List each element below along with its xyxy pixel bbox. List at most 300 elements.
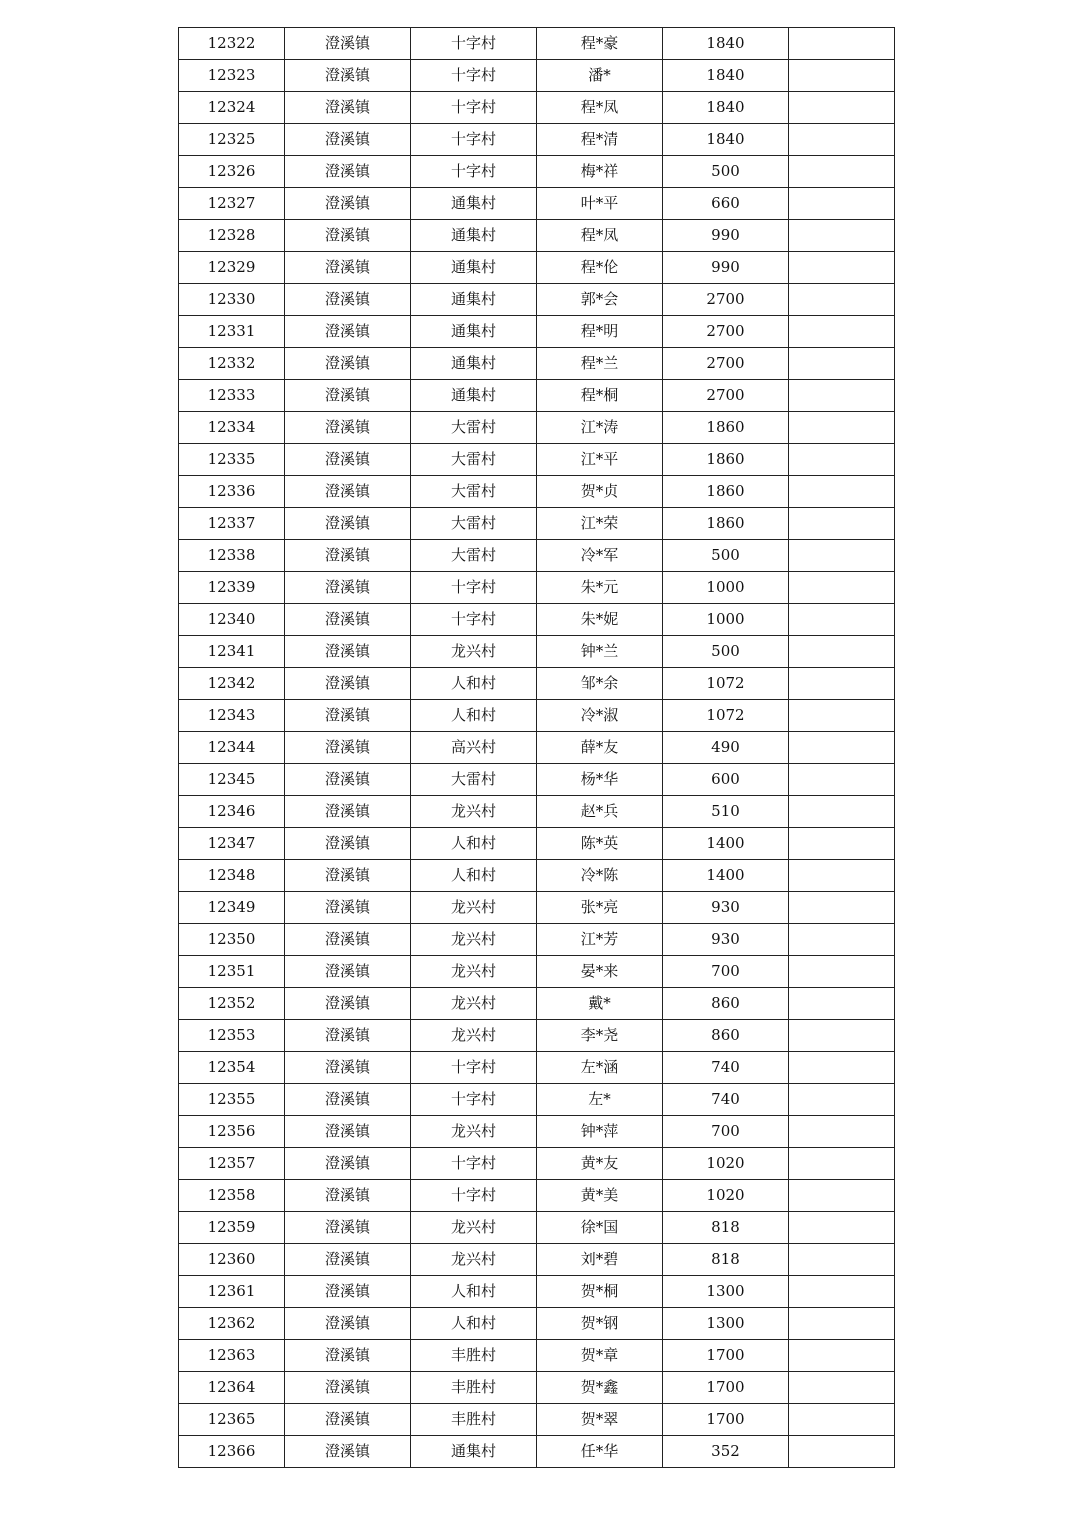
table-row (179, 348, 895, 380)
serial-number-cell: 12326 (179, 156, 285, 188)
table-row (179, 1436, 895, 1468)
table-row (179, 892, 895, 924)
town-cell: 澄溪镇 (285, 28, 411, 60)
amount-cell: 740 (663, 1084, 789, 1116)
note-cell (789, 124, 895, 156)
serial-number-cell: 12322 (179, 28, 285, 60)
amount-cell: 1072 (663, 668, 789, 700)
serial-number-cell: 12329 (179, 252, 285, 284)
amount-cell: 600 (663, 764, 789, 796)
table-row (179, 1372, 895, 1404)
serial-number-cell: 12337 (179, 508, 285, 540)
name-cell: 刘*碧 (537, 1244, 663, 1276)
name-cell: 程*伦 (537, 252, 663, 284)
town-cell: 澄溪镇 (285, 1180, 411, 1212)
serial-number-cell: 12344 (179, 732, 285, 764)
amount-cell: 990 (663, 220, 789, 252)
amount-cell: 1700 (663, 1372, 789, 1404)
serial-number-cell: 12365 (179, 1404, 285, 1436)
village-cell: 人和村 (411, 668, 537, 700)
table-row (179, 444, 895, 476)
name-cell: 贺*贞 (537, 476, 663, 508)
serial-number-cell: 12361 (179, 1276, 285, 1308)
table-row (179, 1308, 895, 1340)
note-cell (789, 796, 895, 828)
village-cell: 通集村 (411, 252, 537, 284)
amount-cell: 1840 (663, 124, 789, 156)
town-cell: 澄溪镇 (285, 1372, 411, 1404)
amount-cell: 930 (663, 924, 789, 956)
note-cell (789, 1244, 895, 1276)
table-row (179, 1340, 895, 1372)
note-cell (789, 1372, 895, 1404)
name-cell: 梅*祥 (537, 156, 663, 188)
serial-number-cell: 12354 (179, 1052, 285, 1084)
town-cell: 澄溪镇 (285, 700, 411, 732)
table-row (179, 1180, 895, 1212)
amount-cell: 930 (663, 892, 789, 924)
serial-number-cell: 12359 (179, 1212, 285, 1244)
village-cell: 龙兴村 (411, 988, 537, 1020)
town-cell: 澄溪镇 (285, 1308, 411, 1340)
town-cell: 澄溪镇 (285, 860, 411, 892)
table-row (179, 1404, 895, 1436)
name-cell: 戴* (537, 988, 663, 1020)
table-row (179, 924, 895, 956)
village-cell: 龙兴村 (411, 1212, 537, 1244)
amount-cell: 818 (663, 1244, 789, 1276)
note-cell (789, 732, 895, 764)
serial-number-cell: 12351 (179, 956, 285, 988)
name-cell: 冷*军 (537, 540, 663, 572)
amount-cell: 1860 (663, 508, 789, 540)
name-cell: 程*凤 (537, 220, 663, 252)
serial-number-cell: 12327 (179, 188, 285, 220)
note-cell (789, 764, 895, 796)
amount-cell: 1860 (663, 444, 789, 476)
name-cell: 杨*华 (537, 764, 663, 796)
amount-cell: 1000 (663, 604, 789, 636)
village-cell: 龙兴村 (411, 892, 537, 924)
table-row (179, 156, 895, 188)
village-cell: 通集村 (411, 220, 537, 252)
note-cell (789, 828, 895, 860)
town-cell: 澄溪镇 (285, 572, 411, 604)
note-cell (789, 348, 895, 380)
serial-number-cell: 12353 (179, 1020, 285, 1052)
town-cell: 澄溪镇 (285, 156, 411, 188)
table-row (179, 572, 895, 604)
table-row (179, 476, 895, 508)
village-cell: 人和村 (411, 700, 537, 732)
table-row (179, 860, 895, 892)
note-cell (789, 1148, 895, 1180)
table-row (179, 1244, 895, 1276)
table-row (179, 1020, 895, 1052)
town-cell: 澄溪镇 (285, 828, 411, 860)
note-cell (789, 1340, 895, 1372)
village-cell: 十字村 (411, 28, 537, 60)
name-cell: 程*明 (537, 316, 663, 348)
name-cell: 潘* (537, 60, 663, 92)
town-cell: 澄溪镇 (285, 1212, 411, 1244)
table-row (179, 956, 895, 988)
table-row (179, 668, 895, 700)
name-cell: 朱*妮 (537, 604, 663, 636)
serial-number-cell: 12331 (179, 316, 285, 348)
amount-cell: 818 (663, 1212, 789, 1244)
amount-cell: 1840 (663, 60, 789, 92)
serial-number-cell: 12346 (179, 796, 285, 828)
serial-number-cell: 12363 (179, 1340, 285, 1372)
roster-table (178, 27, 895, 1468)
town-cell: 澄溪镇 (285, 1404, 411, 1436)
table-row (179, 988, 895, 1020)
name-cell: 李*尧 (537, 1020, 663, 1052)
name-cell: 贺*章 (537, 1340, 663, 1372)
town-cell: 澄溪镇 (285, 956, 411, 988)
town-cell: 澄溪镇 (285, 220, 411, 252)
note-cell (789, 956, 895, 988)
serial-number-cell: 12358 (179, 1180, 285, 1212)
serial-number-cell: 12325 (179, 124, 285, 156)
name-cell: 钟*萍 (537, 1116, 663, 1148)
serial-number-cell: 12349 (179, 892, 285, 924)
village-cell: 龙兴村 (411, 956, 537, 988)
table-row (179, 1276, 895, 1308)
village-cell: 人和村 (411, 828, 537, 860)
note-cell (789, 1436, 895, 1468)
amount-cell: 1400 (663, 860, 789, 892)
town-cell: 澄溪镇 (285, 540, 411, 572)
name-cell: 张*亮 (537, 892, 663, 924)
name-cell: 贺*钢 (537, 1308, 663, 1340)
village-cell: 龙兴村 (411, 1244, 537, 1276)
town-cell: 澄溪镇 (285, 1052, 411, 1084)
name-cell: 程*桐 (537, 380, 663, 412)
town-cell: 澄溪镇 (285, 604, 411, 636)
serial-number-cell: 12343 (179, 700, 285, 732)
town-cell: 澄溪镇 (285, 284, 411, 316)
table-row (179, 1212, 895, 1244)
village-cell: 龙兴村 (411, 1116, 537, 1148)
town-cell: 澄溪镇 (285, 444, 411, 476)
table-row (179, 188, 895, 220)
note-cell (789, 476, 895, 508)
amount-cell: 500 (663, 156, 789, 188)
table-row (179, 124, 895, 156)
village-cell: 通集村 (411, 348, 537, 380)
serial-number-cell: 12328 (179, 220, 285, 252)
amount-cell: 860 (663, 988, 789, 1020)
table-row (179, 604, 895, 636)
table-row (179, 284, 895, 316)
name-cell: 左*涵 (537, 1052, 663, 1084)
note-cell (789, 156, 895, 188)
serial-number-cell: 12364 (179, 1372, 285, 1404)
amount-cell: 1860 (663, 476, 789, 508)
table-row (179, 508, 895, 540)
town-cell: 澄溪镇 (285, 1084, 411, 1116)
village-cell: 十字村 (411, 124, 537, 156)
note-cell (789, 252, 895, 284)
town-cell: 澄溪镇 (285, 252, 411, 284)
town-cell: 澄溪镇 (285, 892, 411, 924)
amount-cell: 660 (663, 188, 789, 220)
note-cell (789, 1276, 895, 1308)
name-cell: 程*清 (537, 124, 663, 156)
note-cell (789, 1084, 895, 1116)
amount-cell: 1860 (663, 412, 789, 444)
amount-cell: 352 (663, 1436, 789, 1468)
note-cell (789, 1212, 895, 1244)
town-cell: 澄溪镇 (285, 924, 411, 956)
town-cell: 澄溪镇 (285, 1244, 411, 1276)
town-cell: 澄溪镇 (285, 476, 411, 508)
amount-cell: 1700 (663, 1404, 789, 1436)
name-cell: 陈*英 (537, 828, 663, 860)
name-cell: 黄*友 (537, 1148, 663, 1180)
village-cell: 龙兴村 (411, 1020, 537, 1052)
name-cell: 任*华 (537, 1436, 663, 1468)
village-cell: 大雷村 (411, 476, 537, 508)
note-cell (789, 316, 895, 348)
village-cell: 龙兴村 (411, 636, 537, 668)
amount-cell: 1700 (663, 1340, 789, 1372)
table-row (179, 28, 895, 60)
serial-number-cell: 12334 (179, 412, 285, 444)
name-cell: 贺*桐 (537, 1276, 663, 1308)
table-row (179, 764, 895, 796)
table-row (179, 1116, 895, 1148)
note-cell (789, 1180, 895, 1212)
name-cell: 郭*会 (537, 284, 663, 316)
town-cell: 澄溪镇 (285, 796, 411, 828)
name-cell: 贺*鑫 (537, 1372, 663, 1404)
amount-cell: 860 (663, 1020, 789, 1052)
serial-number-cell: 12362 (179, 1308, 285, 1340)
amount-cell: 2700 (663, 284, 789, 316)
amount-cell: 700 (663, 1116, 789, 1148)
village-cell: 十字村 (411, 1052, 537, 1084)
name-cell: 赵*兵 (537, 796, 663, 828)
town-cell: 澄溪镇 (285, 1436, 411, 1468)
note-cell (789, 1116, 895, 1148)
town-cell: 澄溪镇 (285, 636, 411, 668)
village-cell: 大雷村 (411, 444, 537, 476)
amount-cell: 1840 (663, 28, 789, 60)
note-cell (789, 220, 895, 252)
town-cell: 澄溪镇 (285, 1020, 411, 1052)
village-cell: 通集村 (411, 316, 537, 348)
note-cell (789, 892, 895, 924)
village-cell: 十字村 (411, 156, 537, 188)
amount-cell: 700 (663, 956, 789, 988)
village-cell: 十字村 (411, 572, 537, 604)
serial-number-cell: 12355 (179, 1084, 285, 1116)
amount-cell: 1020 (663, 1148, 789, 1180)
town-cell: 澄溪镇 (285, 380, 411, 412)
amount-cell: 500 (663, 540, 789, 572)
amount-cell: 1300 (663, 1308, 789, 1340)
amount-cell: 2700 (663, 348, 789, 380)
village-cell: 龙兴村 (411, 924, 537, 956)
note-cell (789, 1020, 895, 1052)
name-cell: 江*涛 (537, 412, 663, 444)
name-cell: 钟*兰 (537, 636, 663, 668)
serial-number-cell: 12335 (179, 444, 285, 476)
village-cell: 十字村 (411, 92, 537, 124)
note-cell (789, 380, 895, 412)
town-cell: 澄溪镇 (285, 508, 411, 540)
table-row (179, 1084, 895, 1116)
village-cell: 十字村 (411, 60, 537, 92)
town-cell: 澄溪镇 (285, 988, 411, 1020)
name-cell: 冷*淑 (537, 700, 663, 732)
village-cell: 通集村 (411, 284, 537, 316)
name-cell: 徐*国 (537, 1212, 663, 1244)
name-cell: 江*芳 (537, 924, 663, 956)
town-cell: 澄溪镇 (285, 668, 411, 700)
note-cell (789, 188, 895, 220)
note-cell (789, 60, 895, 92)
name-cell: 江*平 (537, 444, 663, 476)
name-cell: 冷*陈 (537, 860, 663, 892)
village-cell: 通集村 (411, 188, 537, 220)
village-cell: 丰胜村 (411, 1404, 537, 1436)
village-cell: 人和村 (411, 1308, 537, 1340)
table-row (179, 732, 895, 764)
town-cell: 澄溪镇 (285, 412, 411, 444)
note-cell (789, 668, 895, 700)
note-cell (789, 284, 895, 316)
town-cell: 澄溪镇 (285, 124, 411, 156)
serial-number-cell: 12342 (179, 668, 285, 700)
amount-cell: 1020 (663, 1180, 789, 1212)
note-cell (789, 444, 895, 476)
village-cell: 丰胜村 (411, 1372, 537, 1404)
name-cell: 黄*美 (537, 1180, 663, 1212)
serial-number-cell: 12340 (179, 604, 285, 636)
serial-number-cell: 12352 (179, 988, 285, 1020)
serial-number-cell: 12336 (179, 476, 285, 508)
village-cell: 十字村 (411, 1148, 537, 1180)
note-cell (789, 988, 895, 1020)
name-cell: 邹*余 (537, 668, 663, 700)
town-cell: 澄溪镇 (285, 732, 411, 764)
amount-cell: 1000 (663, 572, 789, 604)
serial-number-cell: 12360 (179, 1244, 285, 1276)
note-cell (789, 1404, 895, 1436)
serial-number-cell: 12324 (179, 92, 285, 124)
village-cell: 高兴村 (411, 732, 537, 764)
village-cell: 大雷村 (411, 540, 537, 572)
village-cell: 大雷村 (411, 412, 537, 444)
note-cell (789, 508, 895, 540)
town-cell: 澄溪镇 (285, 1148, 411, 1180)
serial-number-cell: 12350 (179, 924, 285, 956)
table-row (179, 1052, 895, 1084)
note-cell (789, 636, 895, 668)
village-cell: 丰胜村 (411, 1340, 537, 1372)
note-cell (789, 572, 895, 604)
name-cell: 晏*来 (537, 956, 663, 988)
note-cell (789, 1308, 895, 1340)
table-row (179, 380, 895, 412)
name-cell: 程*豪 (537, 28, 663, 60)
serial-number-cell: 12332 (179, 348, 285, 380)
name-cell: 贺*翠 (537, 1404, 663, 1436)
document-page (178, 27, 894, 1468)
amount-cell: 500 (663, 636, 789, 668)
table-row (179, 828, 895, 860)
table-row (179, 796, 895, 828)
serial-number-cell: 12347 (179, 828, 285, 860)
village-cell: 十字村 (411, 1180, 537, 1212)
note-cell (789, 412, 895, 444)
serial-number-cell: 12339 (179, 572, 285, 604)
town-cell: 澄溪镇 (285, 188, 411, 220)
name-cell: 薛*友 (537, 732, 663, 764)
note-cell (789, 700, 895, 732)
town-cell: 澄溪镇 (285, 1340, 411, 1372)
amount-cell: 740 (663, 1052, 789, 1084)
village-cell: 龙兴村 (411, 796, 537, 828)
serial-number-cell: 12348 (179, 860, 285, 892)
serial-number-cell: 12357 (179, 1148, 285, 1180)
village-cell: 十字村 (411, 604, 537, 636)
amount-cell: 510 (663, 796, 789, 828)
table-row (179, 1148, 895, 1180)
serial-number-cell: 12341 (179, 636, 285, 668)
note-cell (789, 924, 895, 956)
serial-number-cell: 12333 (179, 380, 285, 412)
name-cell: 左* (537, 1084, 663, 1116)
amount-cell: 990 (663, 252, 789, 284)
town-cell: 澄溪镇 (285, 60, 411, 92)
name-cell: 朱*元 (537, 572, 663, 604)
serial-number-cell: 12338 (179, 540, 285, 572)
serial-number-cell: 12356 (179, 1116, 285, 1148)
table-row (179, 316, 895, 348)
town-cell: 澄溪镇 (285, 1116, 411, 1148)
amount-cell: 1840 (663, 92, 789, 124)
serial-number-cell: 12330 (179, 284, 285, 316)
amount-cell: 2700 (663, 316, 789, 348)
table-row (179, 60, 895, 92)
amount-cell: 2700 (663, 380, 789, 412)
amount-cell: 490 (663, 732, 789, 764)
village-cell: 人和村 (411, 860, 537, 892)
amount-cell: 1300 (663, 1276, 789, 1308)
note-cell (789, 604, 895, 636)
table-row (179, 220, 895, 252)
village-cell: 通集村 (411, 380, 537, 412)
note-cell (789, 92, 895, 124)
name-cell: 程*兰 (537, 348, 663, 380)
serial-number-cell: 12366 (179, 1436, 285, 1468)
name-cell: 程*凤 (537, 92, 663, 124)
note-cell (789, 28, 895, 60)
amount-cell: 1400 (663, 828, 789, 860)
serial-number-cell: 12345 (179, 764, 285, 796)
table-row (179, 636, 895, 668)
table-row (179, 700, 895, 732)
table-row (179, 92, 895, 124)
note-cell (789, 1052, 895, 1084)
serial-number-cell: 12323 (179, 60, 285, 92)
table-row (179, 412, 895, 444)
